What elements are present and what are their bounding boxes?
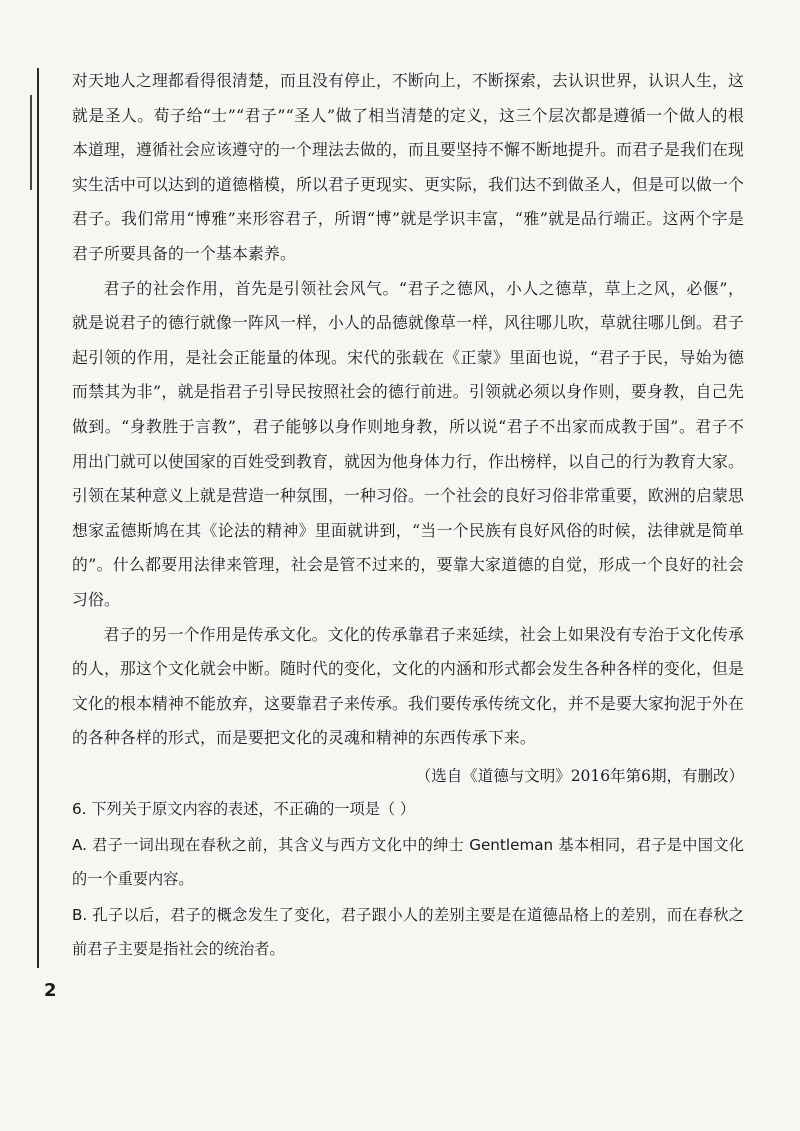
passage-paragraph-1: 对天地人之理都看得很清楚，而且没有停止，不断向上，不断探索，去认识世界，认识人生，这就是圣人。荀子给“士”“君子”“圣人”做了相当清楚的定义，这三个层次都是遵循一个做人的根本道理，遵循社会应该遵守的一个理法去做的，而且要坚持不懈不断地提升。而君子是我们在现实生活中可以达到的道德楷模，所以君子更现实、更实际，我们达不到做圣人，但是可以做一个君子。我们常用“博雅”来形容君子，所谓“博”就是学识丰富，“雅”就是品行端正。这两个字是君子所要具备的一个基本素养。 xyxy=(72,71,744,263)
passage-paragraph-2: 君子的社会作用，首先是引领社会风气。“君子之德风，小人之德草，草上之风，必偃”，就是说君子的德行就像一阵风一样，小人的品德就像草一样，风往哪儿吹，草就往哪儿倒。君子起引领的作用，是社会正能量的体现。宋代的张载在《正蒙》里面也说，“君子于民，导始为德而禁其为非”，就是指君子引导民按照社会的德行前进。引领就必须以身作则，要身教，自己先做到。“身教胜于言教”，君子能够以身作则地身教，所以说“君子不出家而成教于国”。君子不用出门就可以使国家的百姓受到教育，就因为他身体力行，作出榜样，以自己的行为教育大家。引领在某种意义上就是营造一种氛围，一种习俗。一个社会的良好习俗非常重要，欧洲的启蒙思想家孟德斯鸠在其《论法的精神》里面就讲到，“当一个民族有良好风俗的时候，法律就是简单的”。什么都要用法律来管理，社会是管不过来的，要靠大家道德的自觉，形成一个良好的社会习俗。 xyxy=(72,278,744,609)
page-content xyxy=(72,64,744,966)
option-a: A. 君子一词出现在春秋之前，其含义与西方文化中的绅士 Gentleman 基本相同，君子是中国文化的一个重要内容。 xyxy=(72,835,744,888)
question-stem: 6. 下列关于原文内容的表述，不正确的一项是（ ） xyxy=(72,799,416,818)
margin-mark xyxy=(30,95,32,190)
source-citation: （选自《道德与文明》2016年第6期，有删改） xyxy=(415,766,744,785)
page-number: 2 xyxy=(44,980,57,1001)
left-margin-line xyxy=(37,68,39,968)
passage-paragraph-3: 君子的另一个作用是传承文化。文化的传承靠君子来延续，社会上如果没有专治于文化传承的人，那这个文化就会中断。随时代的变化，文化的内涵和形式都会发生各种各样的变化，但是文化的根本精神不能放弃，这要靠君子来传承。我们要传承传统文化，并不是要大家拘泥于外在的各种各样的形式，而是要把文化的灵魂和精神的东西传承下来。 xyxy=(72,624,744,748)
option-b: B. 孔子以后，君子的概念发生了变化，君子跟小人的差别主要是在道德品格上的差别，而在春秋之前君子主要是指社会的统治者。 xyxy=(72,905,744,958)
